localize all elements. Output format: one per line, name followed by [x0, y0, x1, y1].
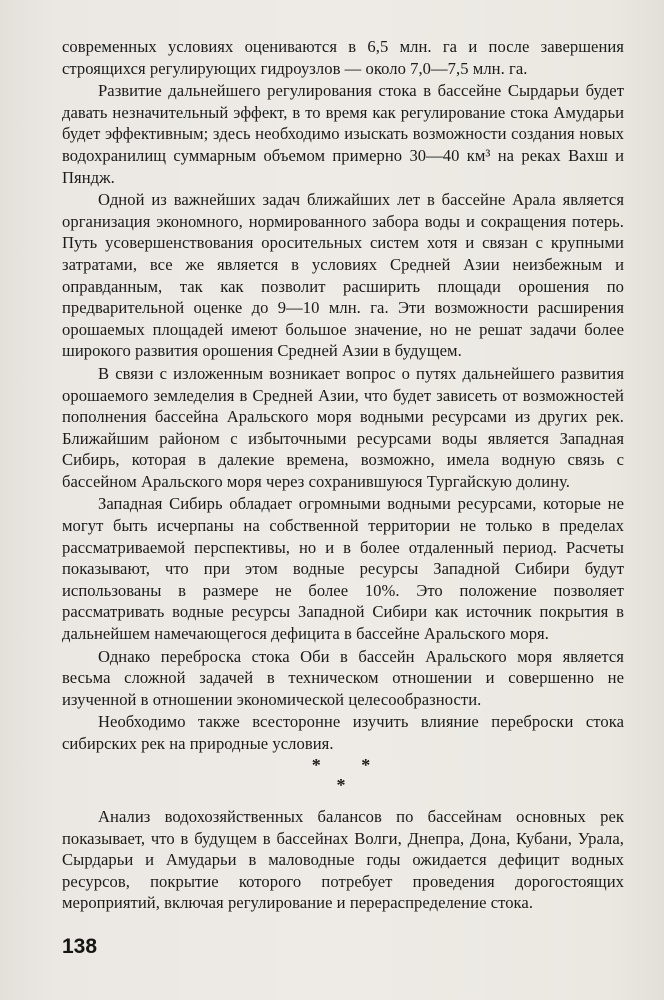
page-number: 138 [62, 935, 98, 958]
paragraph-natural-conditions: Необходимо также всесторонне изучить влияние переброски стока сибирских рек на природные условия. [62, 712, 624, 753]
paragraph-west-siberia-resources: Западная Сибирь обладает огромными водными ресурсами, которые не могут быть исчерпаны на собственной территории не только в пределах рассматриваемой перспективы, но и в более отдаленный период. Расчеты показывают, что при этом водные ресурсы Западной Сибири будут использованы в размере не более 10%. Это положение позволяет рассматривать водные ресурсы Западной Сибири как источник покрытия в дальнейшем намечающегося дефицита в бассейне Аральского моря. [62, 494, 624, 644]
paragraph-aral-water-intake: Одной из важнейших задач ближайших лет в бассейне Арала является организация экономного, нормированного забора воды и сокращения потерь. Путь усовершенствования оросительных систем хотя и связан с крупными затратами, все же является в условиях Средней Азии неизбежным и оправданным, так как позволит расширить площади орошения по предварительной оценке до 9—10 млн. га. Эти возможности расширения орошаемых площадей имеют большое значение, но не решат задачи более широкого развития орошения Средней Азии в будущем. [62, 190, 624, 361]
paragraph-balance-analysis: Анализ водохозяйственных балансов по бассейнам основных рек показывает, что в будущем в бассейнах Волги, Днепра, Дона, Кубани, Урала, Сырдарьи и Амударьи в маловодные годы ожидается дефицит водных ресурсов, покрытие которого потребует проведения дорогостоящих мероприятий, включая регулирование и перераспределение стока. [62, 807, 624, 913]
final-text [62, 806, 624, 914]
paragraph-continuation: современных условиях оцениваются в 6,5 млн. га и после завершения строящихся регулирующих гидроузлов — около 7,0—7,5 млн. га. [62, 37, 624, 78]
asterism-top: * * [311, 755, 389, 775]
paragraph-irrigation-development: В связи с изложенным возникает вопрос о путях дальнейшего развития орошаемого земледелия в Средней Азии, что будет зависеть от возможностей пополнения бассейна Аральского моря водными ресурсами из других рек. Ближайшим районом с избыточными ресурсами воды является Западная Сибирь, которая в далекие времена, возможно, имела водную связь с бассейном Аральского моря через сохранившуюся Тургайскую долину. [62, 363, 624, 491]
paragraph-syrdarya-regulation: Развитие дальнейшего регулирования стока в бассейне Сырдарьи будет давать незначительный эффект, в то время как регулирование стока Амударьи будет эффективным; здесь необходимо изыскать возможности создания новых водохранилищ суммарным объемом примерно 30—40 км³ на реках Вахш и Пяндж. [62, 81, 624, 187]
asterism-bottom: * [336, 775, 364, 795]
paragraph-ob-transfer: Однако переброска стока Оби в бассейн Аральского моря является весьма сложной задачей в техническом отношении и совершенно не изученной в отношении экономической целесообразности. [62, 646, 624, 709]
main-text [62, 36, 624, 755]
